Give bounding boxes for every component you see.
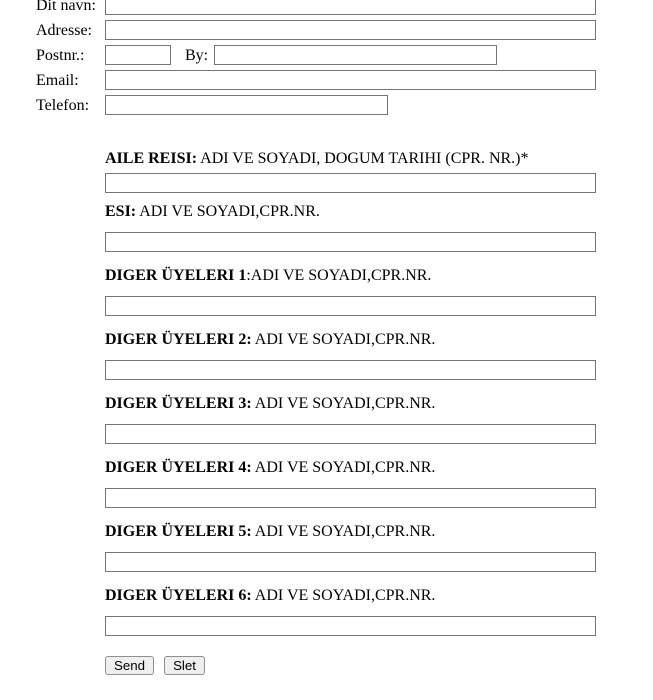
member-5-label-bold: DIGER ÜYELERI 5: [105,523,252,540]
spouse-input[interactable] [105,232,596,252]
member-6-label-text: ADI VE SOYADI,CPR.NR. [251,587,436,604]
member-2-input[interactable] [105,360,596,380]
member-2-label-text: ADI VE SOYADI,CPR.NR. [251,331,436,348]
postal-city-row [36,45,653,65]
member-6-label [105,587,653,605]
member-4-input[interactable] [105,488,596,508]
postal-code-input[interactable] [105,45,171,65]
email-row [36,70,653,90]
member-4-section [105,459,653,508]
city-input[interactable] [214,45,497,65]
member-3-label-text: ADI VE SOYADI,CPR.NR. [251,395,436,412]
member-6-input[interactable] [105,616,596,636]
member-3-label-bold: DIGER ÜYELERI 3: [105,395,252,412]
spouse-label-text: ADI VE SOYADI,CPR.NR. [136,203,320,220]
spouse-label-bold: ESI: [105,203,137,220]
name-input[interactable] [105,0,596,15]
member-6-label-bold: DIGER ÜYELERI 6: [105,587,252,604]
email-label: Email: [36,72,79,89]
member-4-label-bold: DIGER ÜYELERI 4: [105,459,252,476]
member-1-label [105,267,653,285]
member-5-label-text: ADI VE SOYADI,CPR.NR. [251,523,436,540]
postal-code-label: Postnr.: [36,47,85,64]
spouse-section [105,203,653,252]
form-page [36,0,653,675]
member-3-input[interactable] [105,424,596,444]
member-1-label-text: :ADI VE SOYADI,CPR.NR. [246,267,432,284]
family-head-label [105,150,653,168]
address-label: Adresse: [36,22,92,39]
reset-button[interactable]: Slet [164,656,205,675]
member-1-section [105,267,653,316]
member-5-section [105,523,653,572]
send-button[interactable]: Send [105,656,154,675]
address-row [36,20,653,40]
member-5-input[interactable] [105,552,596,572]
member-6-section [105,587,653,636]
phone-input[interactable] [105,95,388,115]
member-4-label [105,459,653,477]
email-input[interactable] [105,70,596,90]
phone-row [36,95,653,115]
family-head-section [105,150,653,193]
member-1-input[interactable] [105,296,596,316]
city-label: By: [185,47,209,64]
family-head-input[interactable] [105,173,596,193]
family-head-label-bold: AILE REISI: [105,150,198,167]
phone-label: Telefon: [36,97,90,114]
spouse-label [105,203,653,221]
member-1-label-bold: DIGER ÜYELERI 1 [105,267,247,284]
button-row [105,656,653,675]
member-2-label-bold: DIGER ÜYELERI 2: [105,331,252,348]
address-input[interactable] [105,20,596,40]
family-head-label-text: ADI VE SOYADI, DOGUM TARIHI (CPR. NR.)* [197,150,529,167]
member-2-label [105,331,653,349]
member-5-label [105,523,653,541]
member-3-section [105,395,653,444]
member-2-section [105,331,653,380]
member-4-label-text: ADI VE SOYADI,CPR.NR. [251,459,436,476]
name-label: Dit navn: [36,0,96,14]
name-row [36,0,653,15]
family-sections [105,150,653,675]
member-3-label [105,395,653,413]
